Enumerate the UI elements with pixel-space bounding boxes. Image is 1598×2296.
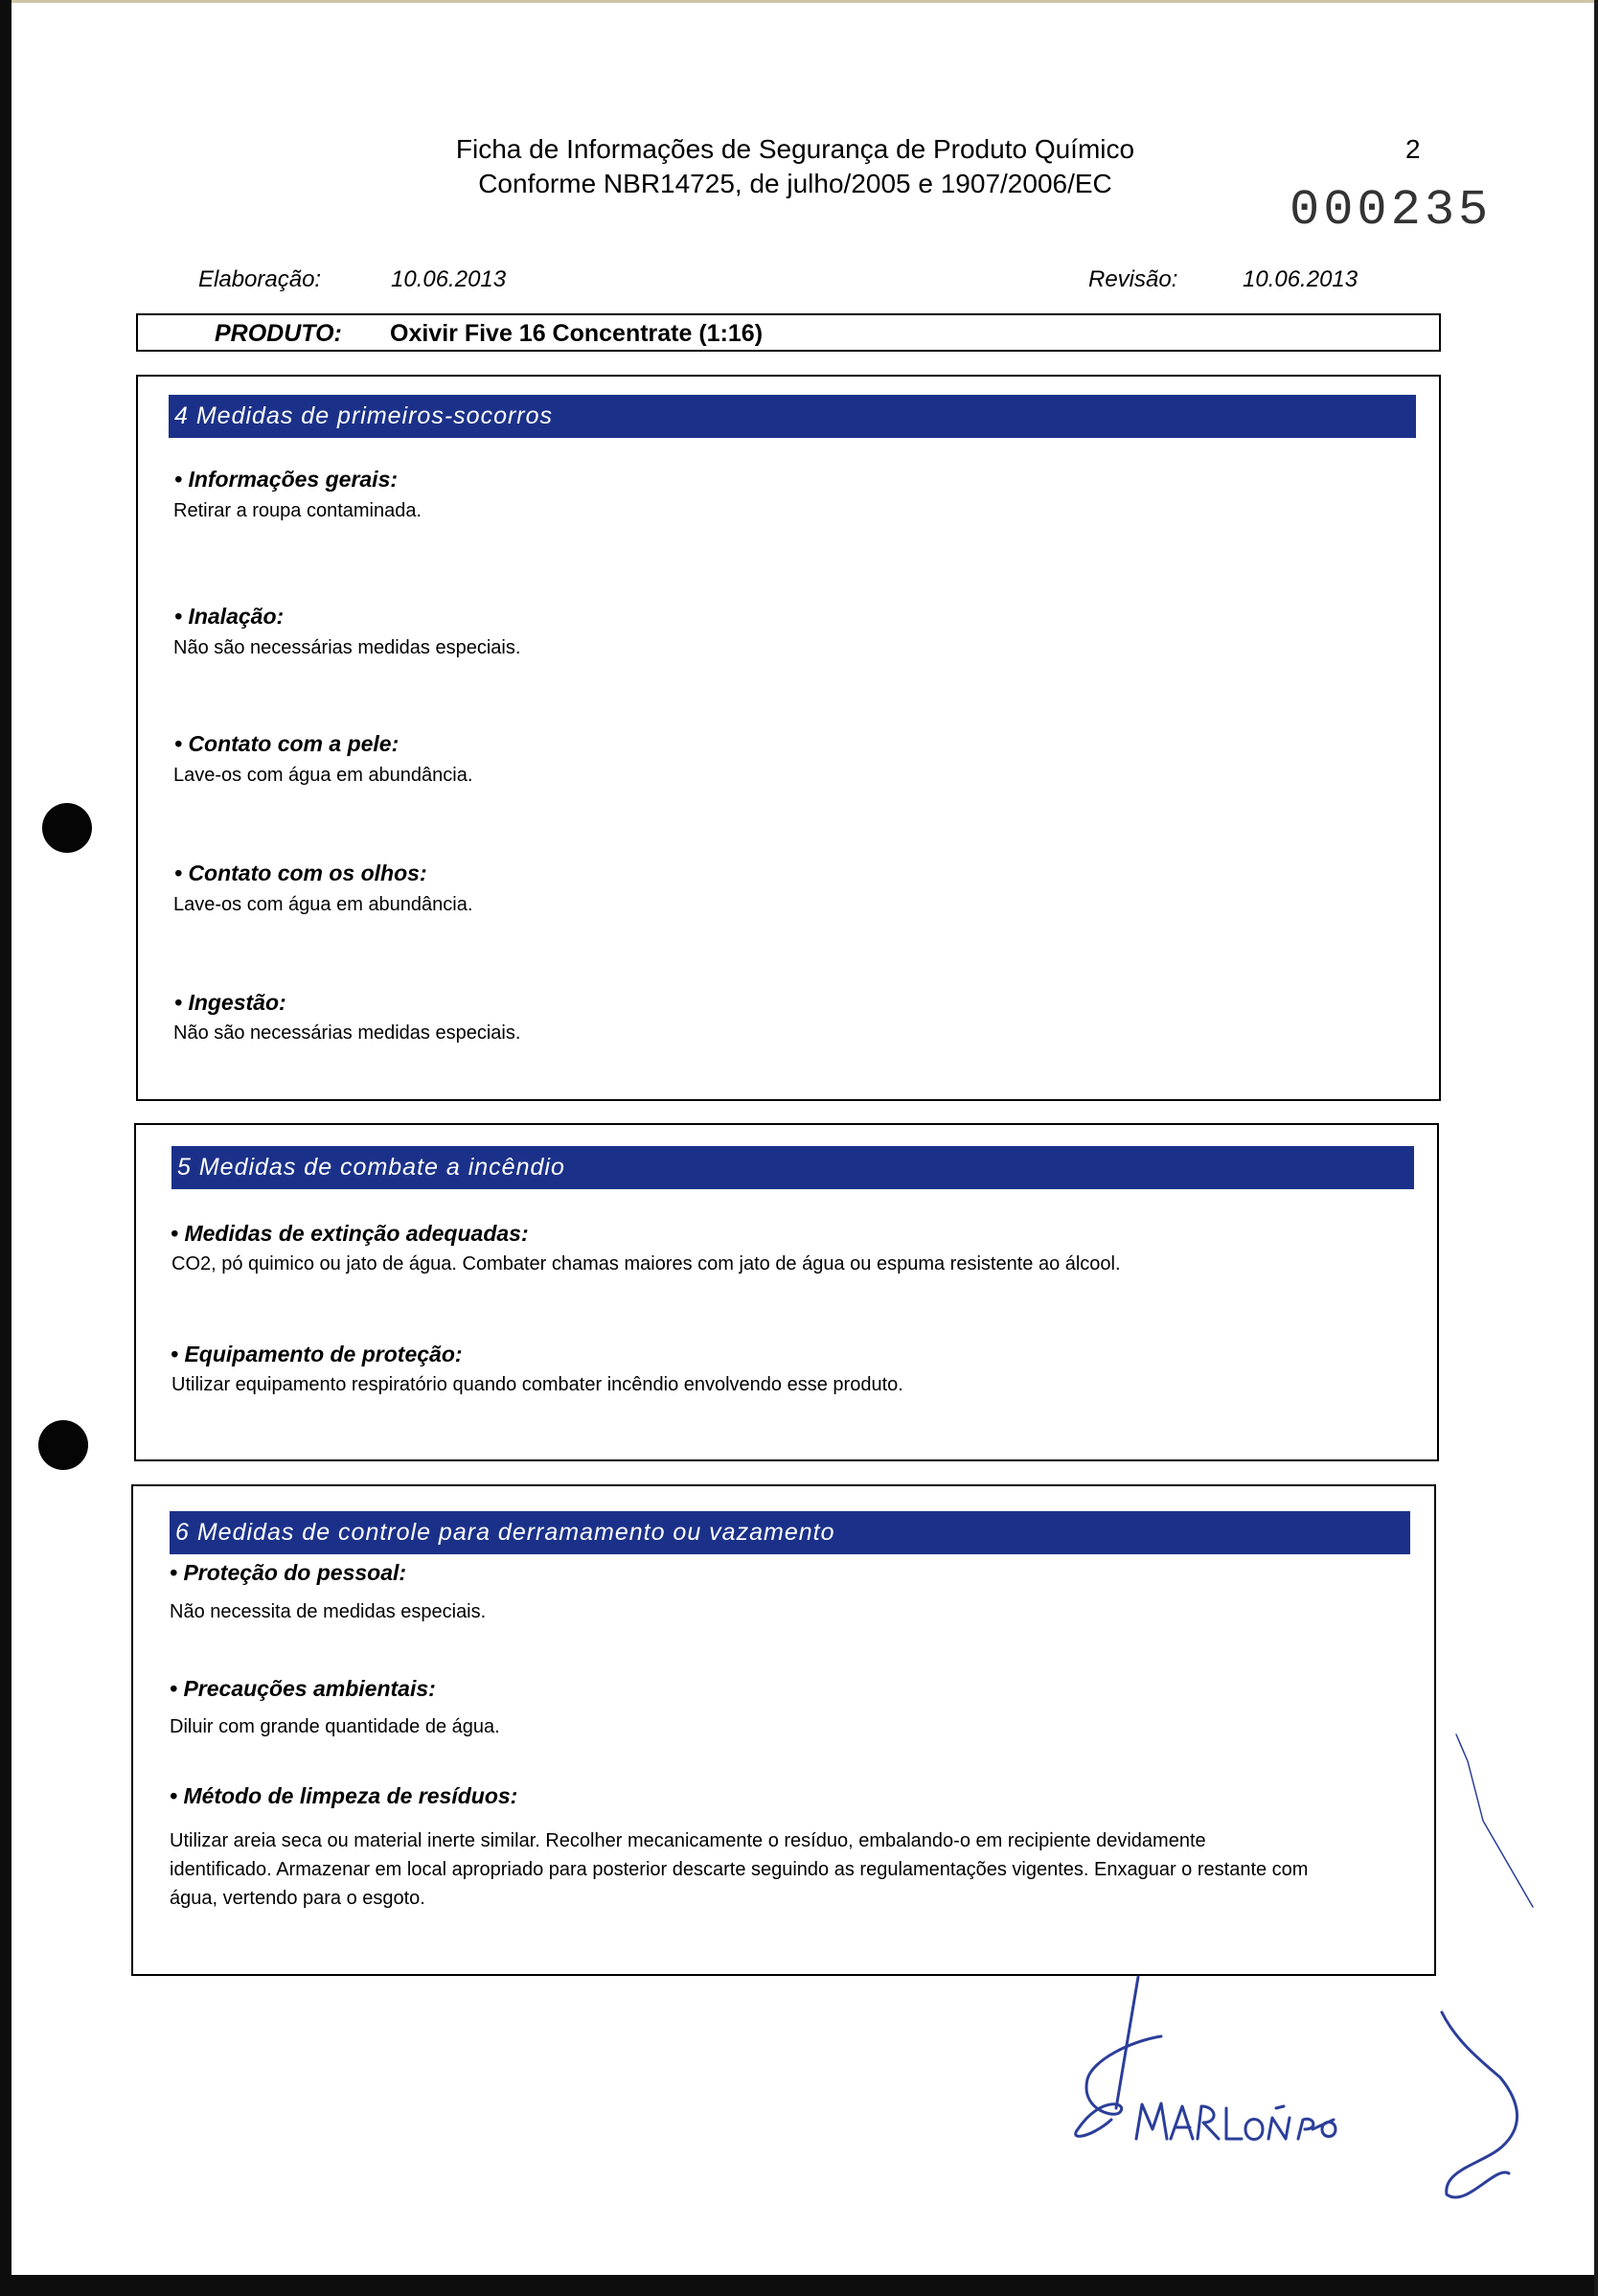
stamp-number: 000235 — [1290, 182, 1493, 239]
item-heading: • Ingestão: — [174, 990, 286, 1015]
document-title-line2: Conforme NBR14725, de julho/2005 e 1907/2006/EC — [478, 169, 1112, 198]
item-heading: • Inalação: — [174, 604, 285, 629]
elaboracao-label: Elaboração: — [198, 266, 322, 292]
item-text: Não necessita de medidas especiais. — [170, 1601, 487, 1622]
item-heading: • Proteção do pessoal: — [170, 1560, 407, 1585]
revisao-date: 10.06.2013 — [1243, 266, 1358, 292]
elaboracao-date: 10.06.2013 — [391, 266, 507, 292]
page-number: 2 — [1405, 134, 1421, 164]
item-text: Lave-os com água em abundância. — [173, 765, 473, 786]
item-heading: • Informações gerais: — [174, 467, 399, 492]
item-heading: • Medidas de extinção adequadas: — [171, 1221, 529, 1246]
revisao-label: Revisão: — [1088, 266, 1178, 292]
item-heading: • Precauções ambientais: — [170, 1676, 436, 1701]
item-text: Retirar a roupa contaminada. — [173, 500, 422, 521]
item-text: Lave-os com água em abundância. — [173, 894, 473, 915]
item-heading: • Método de limpeza de resíduos: — [170, 1783, 518, 1808]
item-text: Diluir com grande quantidade de água. — [170, 1716, 500, 1737]
item-text: CO2, pó quimico ou jato de água. Combater chamas maiores com jato de água ou espuma resistente ao álcool. — [171, 1253, 1121, 1274]
item-text: Utilizar equipamento respiratório quando combater incêndio envolvendo esse produto. — [171, 1374, 903, 1395]
item-text: Não são necessárias medidas especiais. — [173, 1022, 521, 1044]
product-label: PRODUTO: — [215, 320, 342, 347]
item-heading: • Contato com a pele: — [174, 731, 400, 756]
item-text: identificado. Armazenar em local apropriado para posterior descarte seguindo as regulamentações vigentes. Enxaguar o restante com — [170, 1859, 1309, 1880]
item-text: Utilizar areia seca ou material inerte similar. Recolher mecanicamente o resíduo, embalando-o em recipiente devidamente — [170, 1830, 1206, 1851]
item-heading: • Equipamento de proteção: — [171, 1342, 463, 1366]
product-name: Oxivir Five 16 Concentrate (1:16) — [390, 320, 764, 347]
item-heading: • Contato com os olhos: — [174, 861, 427, 885]
item-text: Não são necessárias medidas especiais. — [173, 637, 521, 658]
section-title-spill-control: 6 Medidas de controle para derramamento ou vazamento — [170, 1511, 1410, 1554]
document-title-line1: Ficha de Informações de Segurança de Produto Químico — [455, 134, 1135, 164]
item-text: água, vertendo para o esgoto. — [170, 1888, 425, 1909]
section-title-firefighting: 5 Medidas de combate a incêndio — [171, 1146, 1414, 1189]
section-title-first-aid: 4 Medidas de primeiros-socorros — [169, 395, 1416, 438]
